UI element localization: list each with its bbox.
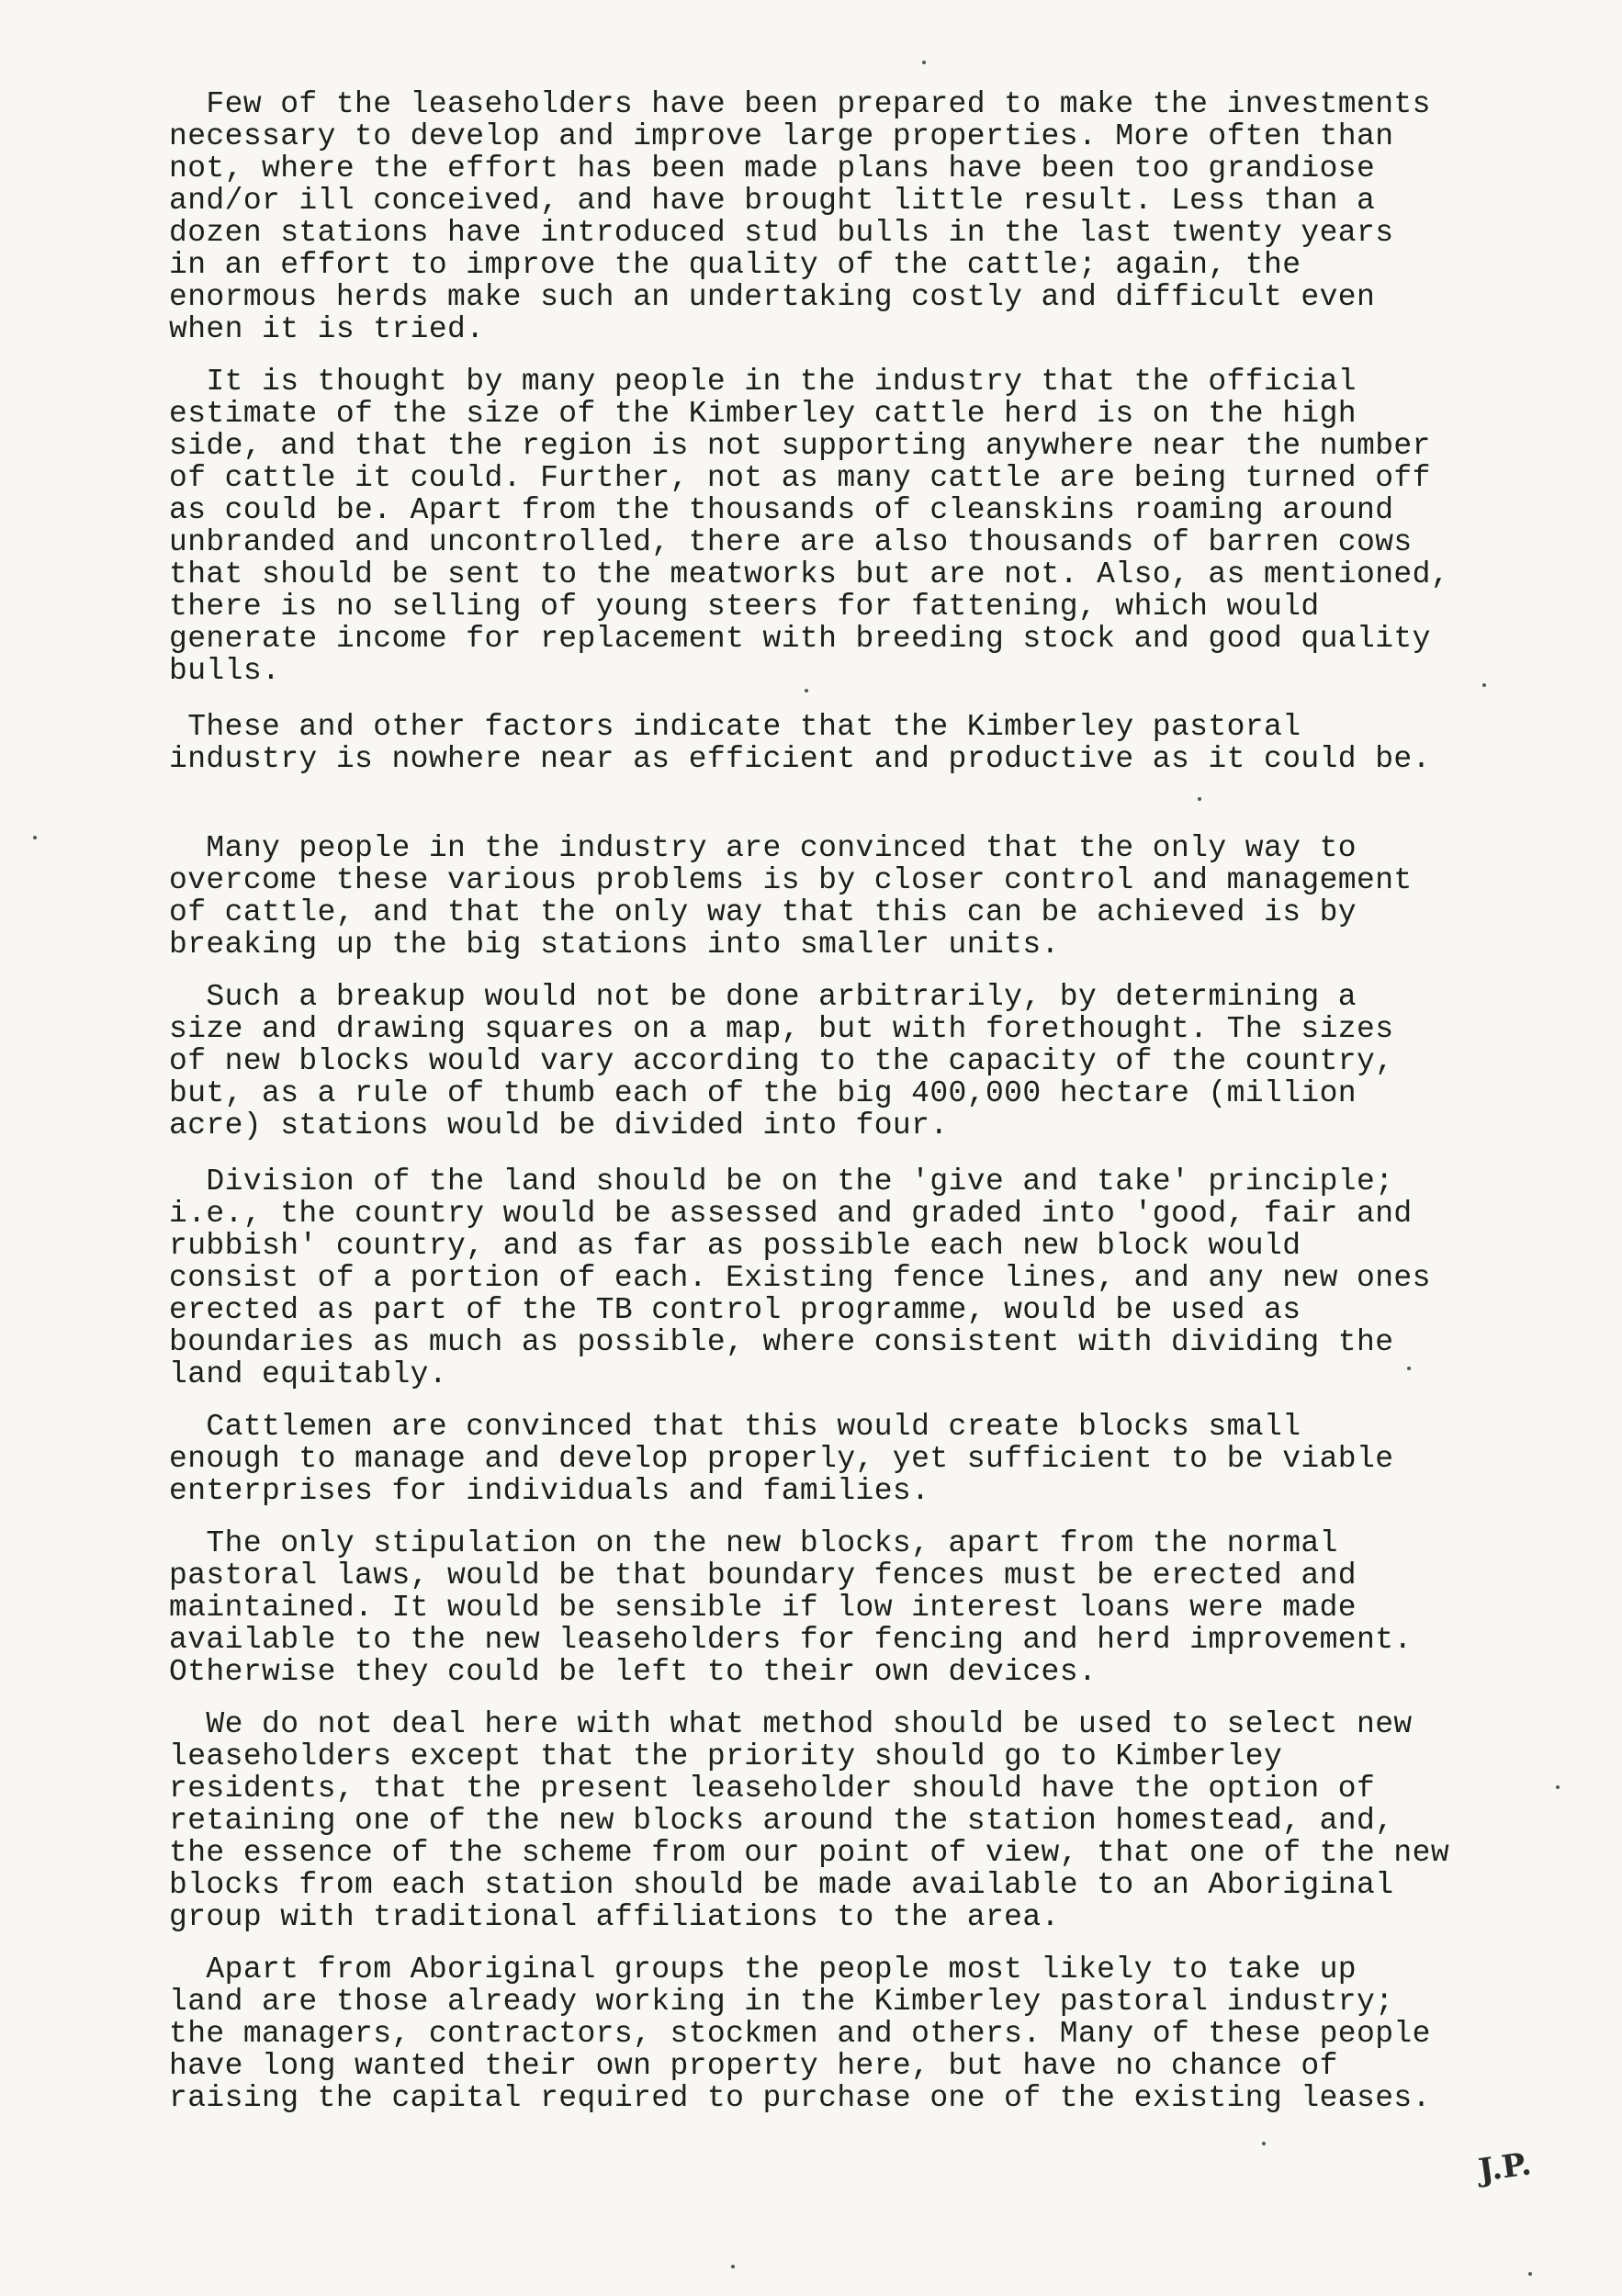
paragraph-6: Division of the land should be on the 'give and take' principle; i.e., the country would be assessed and graded into 'good, fair and rubbish' country, and as far as possible each new block would consist of a portion of each. Existing fence lines, and any new ones erected as part of the TB control programme, would be used as boundaries as much as possible, where consistent with dividing the land equitably.: [169, 1165, 1431, 1391]
scan-speck: [1262, 2142, 1266, 2145]
paragraph-3: These and other factors indicate that the Kimberley pastoral industry is nowhere near as efficient and productive as it could be.: [169, 710, 1431, 776]
paragraph-9: We do not deal here with what method should be used to select new leaseholders except that the priority should go to Kimberley residents, that the present leaseholder should have the option of retaining one of the new blocks around the station homestead, and, the essence of the scheme from our point of view, that one of the new blocks from each station should be made available to an Aboriginal group with traditional affiliations to the area.: [169, 1707, 1450, 1934]
paragraph-1: Few of the leaseholders have been prepared to make the investments necessary to develop and improve large properties. More often than not, where the effort has been made plans have been too grandiose and/or ill conceived, and have brought little result. Less than a dozen stations have introduced stud bulls in the last twenty years in an effort to improve the quality of the cattle; again, the enormous herds make such an undertaking costly and difficult even when it is tried.: [169, 87, 1431, 346]
scan-speck: [1198, 797, 1201, 801]
paragraph-8: The only stipulation on the new blocks, apart from the normal pastoral laws, would be that boundary fences must be erected and maintained. It would be sensible if low interest loans were made available to the new leaseholders for fencing and herd improvement. Otherwise they could be left to their own devices.: [169, 1526, 1413, 1689]
scan-speck: [805, 689, 808, 692]
document-body: [169, 88, 1565, 2114]
paragraph-4: Many people in the industry are convinced that the only way to overcome these various problems is by closer control and management of cattle, and that the only way that this can be achieved is by breaking up the big stations into smaller units.: [169, 831, 1413, 962]
scan-speck: [33, 836, 37, 839]
handwritten-initials: J.P.: [1476, 2145, 1534, 2189]
paragraph-5: Such a breakup would not be done arbitrarily, by determining a size and drawing squares on a map, but with forethought. The sizes of new blocks would vary according to the capacity of the country, but, as a rule of thumb each of the big 400,000 hectare (million acre) stations would be divided into four.: [169, 980, 1394, 1142]
scan-speck: [731, 2265, 735, 2268]
paragraph-2: It is thought by many people in the industry that the official estimate of the size of the Kimberley cattle herd is on the high side, and that the region is not supporting anywhere near the number of cattle it could. Further, not as many cattle are being turned off as could be. Apart from the thousands of cleanskins roaming around unbranded and uncontrolled, there are also thousands of barren cows that should be sent to the meatworks but are not. Also, as mentioned, there is no selling of young steers for fattening, which would generate income for replacement with breeding stock and good quality bulls.: [169, 365, 1450, 688]
scan-speck: [1528, 2272, 1532, 2276]
scan-speck: [1482, 683, 1486, 687]
faint-page-mark: [1267, 40, 1433, 59]
paragraph-10: Apart from Aboriginal groups the people most likely to take up land are those already working in the Kimberley pastoral industry; the managers, contractors, stockmen and others. Many of these people have long wanted their own property here, but have no chance of raising the capital required to purchase one of the existing leases.: [169, 1953, 1431, 2115]
scan-speck: [1407, 1367, 1411, 1370]
scan-speck: [1556, 1785, 1560, 1789]
paragraph-7: Cattlemen are convinced that this would create blocks small enough to manage and develop properly, yet sufficient to be viable enterprises for individuals and families.: [169, 1410, 1394, 1508]
scan-speck: [922, 61, 926, 64]
